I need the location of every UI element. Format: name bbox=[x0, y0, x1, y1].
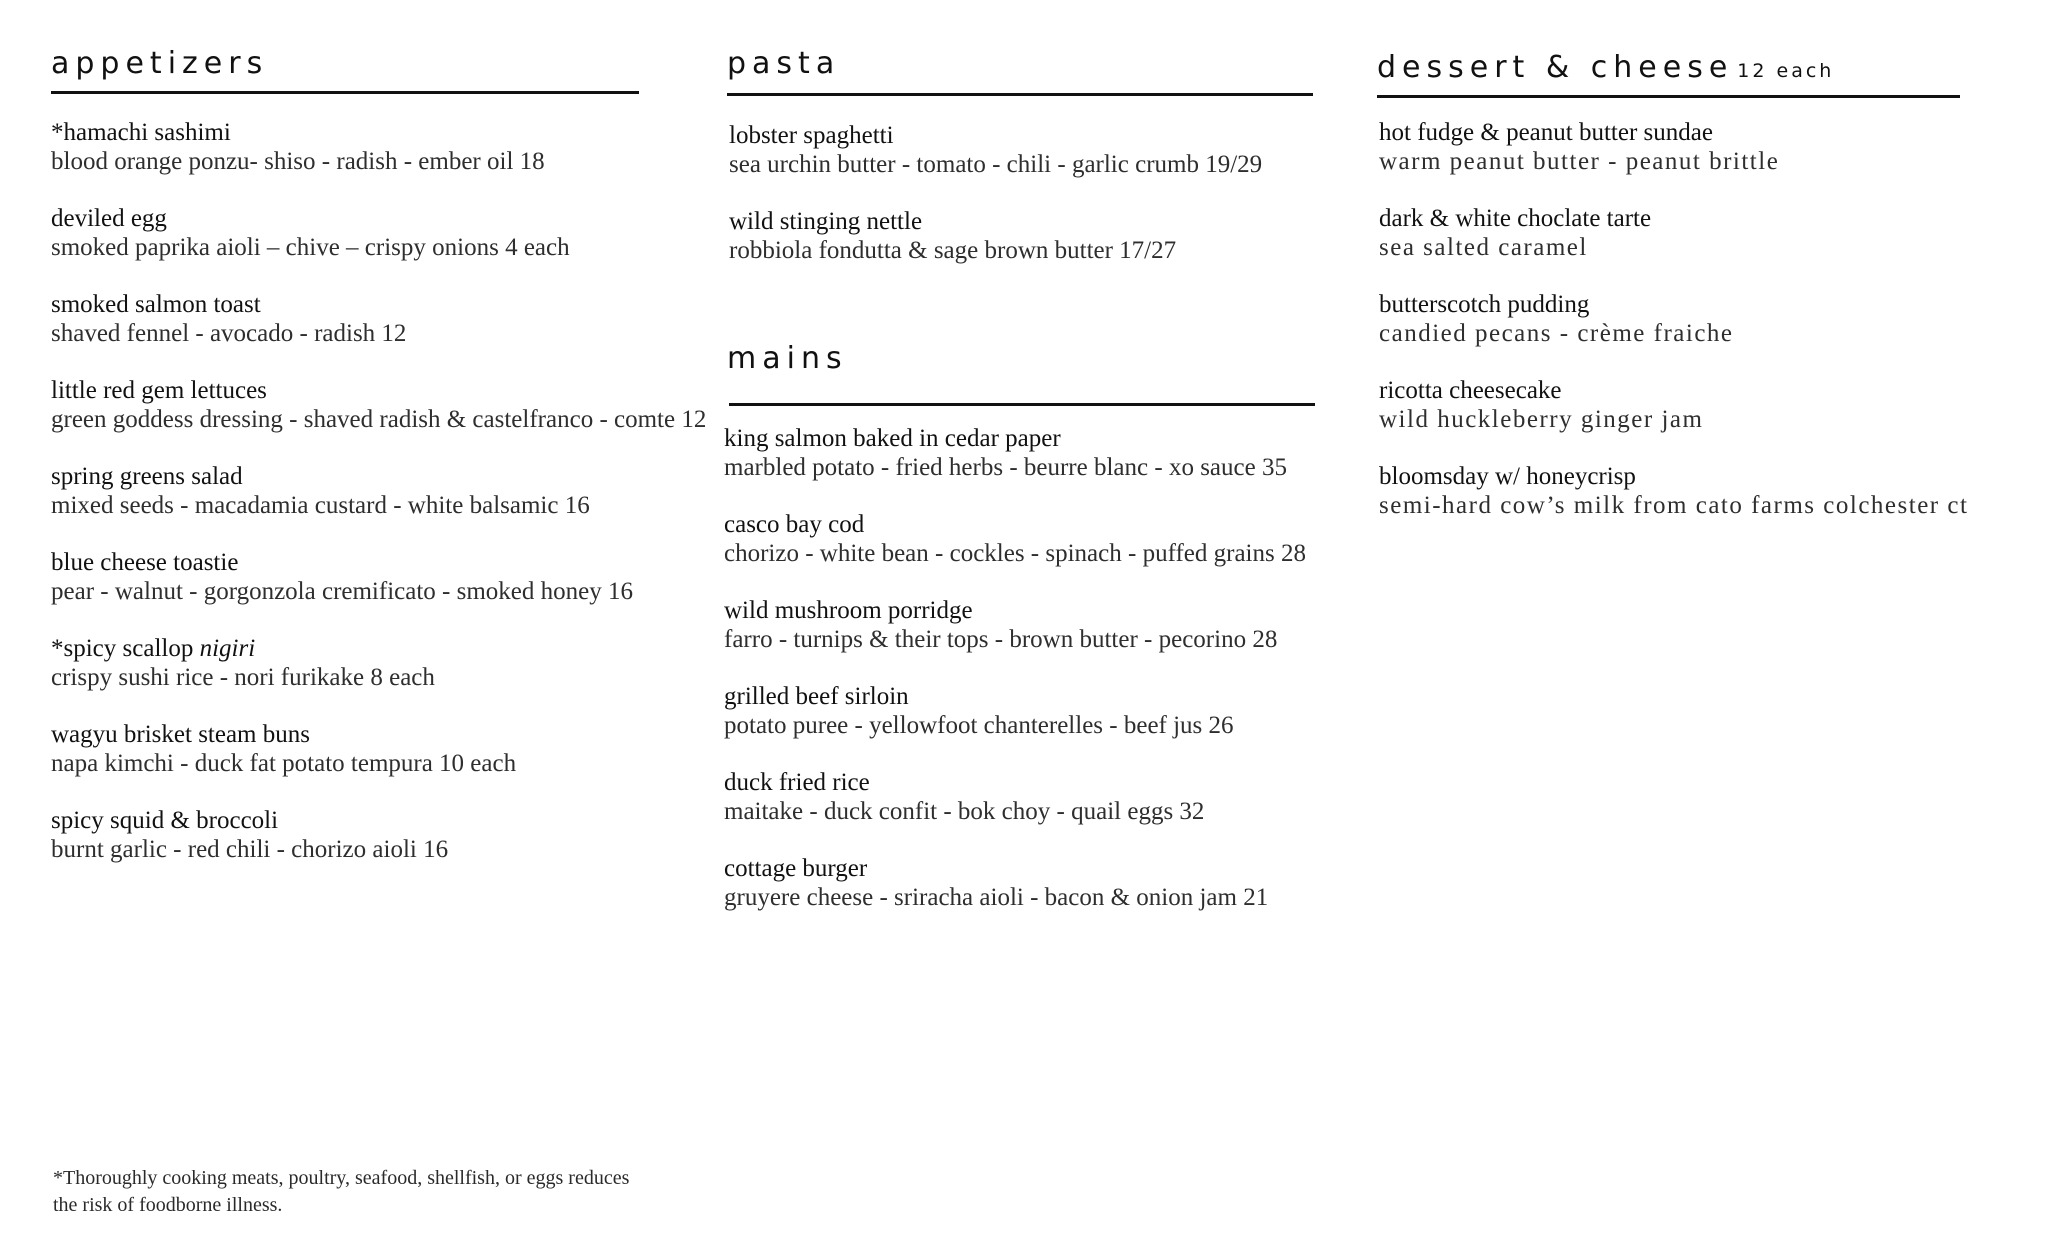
appetizers-rule bbox=[51, 91, 639, 94]
item-description: warm peanut butter - peanut brittle bbox=[1379, 148, 1780, 175]
item-name: little red gem lettuces bbox=[51, 377, 267, 404]
item-name: bloomsday w/ honeycrisp bbox=[1379, 463, 1636, 490]
pasta-rule bbox=[727, 93, 1313, 96]
item-name: grilled beef sirloin bbox=[724, 683, 909, 710]
item-description: robbiola fondutta & sage brown butter 17/27 bbox=[729, 237, 1177, 264]
item-name: casco bay cod bbox=[724, 511, 865, 538]
menu-item-lobster-spaghetti bbox=[729, 121, 1262, 207]
menu-item-wild-stinging-nettle bbox=[729, 207, 1262, 293]
pasta-list bbox=[729, 121, 1262, 293]
item-name: deviled egg bbox=[51, 205, 167, 232]
item-description: gruyere cheese - sriracha aioli - bacon & onion jam 21 bbox=[724, 884, 1269, 911]
menu-item-bloomsday bbox=[1379, 462, 1968, 548]
food-safety-footnote bbox=[53, 1165, 693, 1219]
item-name: *hamachi sashimi bbox=[51, 119, 231, 146]
item-description: chorizo - white bean - cockles - spinach - puffed grains 28 bbox=[724, 540, 1306, 567]
menu-item-butterscotch-pudding bbox=[1379, 290, 1968, 376]
mains-heading: mains bbox=[727, 341, 848, 376]
item-name: smoked salmon toast bbox=[51, 291, 261, 318]
item-description: potato puree - yellowfoot chanterelles - beef jus 26 bbox=[724, 712, 1234, 739]
item-description: sea urchin butter - tomato - chili - garlic crumb 19/29 bbox=[729, 151, 1263, 178]
menu-item-spring-greens-salad bbox=[51, 462, 706, 548]
menu-item-wild-mushroom-porridge bbox=[724, 596, 1306, 682]
dessert-list bbox=[1379, 118, 1968, 548]
item-name: spicy squid & broccoli bbox=[51, 807, 279, 834]
item-description: shaved fennel - avocado - radish 12 bbox=[51, 320, 407, 347]
menu-item-choclate-tarte bbox=[1379, 204, 1968, 290]
menu-item-smoked-salmon-toast bbox=[51, 290, 706, 376]
appetizers-list bbox=[51, 118, 706, 892]
item-name: blue cheese toastie bbox=[51, 549, 239, 576]
item-name: ricotta cheesecake bbox=[1379, 377, 1562, 404]
item-name bbox=[51, 634, 706, 663]
menu-item-deviled-egg bbox=[51, 204, 706, 290]
item-name: spring greens salad bbox=[51, 463, 243, 490]
item-description: burnt garlic - red chili - chorizo aioli 16 bbox=[51, 836, 449, 863]
item-description: green goddess dressing - shaved radish & castelfranco - comte 12 bbox=[51, 406, 707, 433]
dessert-rule bbox=[1377, 95, 1960, 98]
menu-item-grilled-beef-sirloin bbox=[724, 682, 1306, 768]
item-name: lobster spaghetti bbox=[729, 122, 894, 149]
menu-item-duck-fried-rice bbox=[724, 768, 1306, 854]
footnote-line-1: *Thoroughly cooking meats, poultry, seafood, shellfish, or eggs reduces bbox=[53, 1167, 630, 1189]
item-description: mixed seeds - macadamia custard - white balsamic 16 bbox=[51, 492, 590, 519]
item-name: butterscotch pudding bbox=[1379, 291, 1590, 318]
item-description: pear - walnut - gorgonzola cremificato - smoked honey 16 bbox=[51, 578, 633, 605]
footnote-line-2: the risk of foodborne illness. bbox=[53, 1194, 283, 1216]
mains-list bbox=[724, 424, 1306, 940]
item-description: wild huckleberry ginger jam bbox=[1379, 406, 1704, 433]
item-name: wild mushroom porridge bbox=[724, 597, 973, 624]
dessert-heading-title: dessert & cheese bbox=[1377, 50, 1734, 85]
item-name-text: *spicy scallop bbox=[51, 635, 194, 662]
menu-item-hot-fudge-sundae bbox=[1379, 118, 1968, 204]
item-name: wagyu brisket steam buns bbox=[51, 721, 310, 748]
menu-item-casco-bay-cod bbox=[724, 510, 1306, 596]
item-description: crispy sushi rice - nori furikake 8 each bbox=[51, 664, 435, 691]
item-description: blood orange ponzu- shiso - radish - ember oil 18 bbox=[51, 148, 545, 175]
menu-item-cottage-burger bbox=[724, 854, 1306, 940]
menu-item-ricotta-cheesecake bbox=[1379, 376, 1968, 462]
item-description: napa kimchi - duck fat potato tempura 10 each bbox=[51, 750, 517, 777]
item-description: farro - turnips & their tops - brown butter - pecorino 28 bbox=[724, 626, 1278, 653]
item-description: smoked paprika aioli – chive – crispy onions 4 each bbox=[51, 234, 570, 261]
menu-item-wagyu-brisket-steam-buns bbox=[51, 720, 706, 806]
dessert-price-note: 12 each bbox=[1737, 60, 1835, 82]
item-name: dark & white choclate tarte bbox=[1379, 205, 1652, 232]
item-name: hot fudge & peanut butter sundae bbox=[1379, 119, 1713, 146]
menu-item-spicy-squid-broccoli bbox=[51, 806, 706, 892]
item-name: wild stinging nettle bbox=[729, 208, 923, 235]
item-description: sea salted caramel bbox=[1379, 234, 1588, 261]
menu-item-king-salmon bbox=[724, 424, 1306, 510]
item-name: duck fried rice bbox=[724, 769, 870, 796]
appetizers-heading: appetizers bbox=[51, 46, 269, 81]
menu-item-blue-cheese-toastie bbox=[51, 548, 706, 634]
menu-item-hamachi-sashimi bbox=[51, 118, 706, 204]
item-name-note: nigiri bbox=[199, 635, 256, 662]
item-name: cottage burger bbox=[724, 855, 868, 882]
dessert-heading bbox=[1377, 50, 1834, 85]
item-description: semi-hard cow’s milk from cato farms colchester ct bbox=[1379, 492, 1969, 519]
pasta-heading: pasta bbox=[727, 46, 841, 81]
item-name: king salmon baked in cedar paper bbox=[724, 425, 1061, 452]
menu-item-little-red-gem-lettuces bbox=[51, 376, 706, 462]
menu-item-spicy-scallop bbox=[51, 634, 706, 720]
item-description: maitake - duck confit - bok choy - quail eggs 32 bbox=[724, 798, 1205, 825]
item-description: marbled potato - fried herbs - beurre blanc - xo sauce 35 bbox=[724, 454, 1287, 481]
item-description: candied pecans - crème fraiche bbox=[1379, 320, 1734, 347]
mains-rule bbox=[729, 403, 1315, 406]
